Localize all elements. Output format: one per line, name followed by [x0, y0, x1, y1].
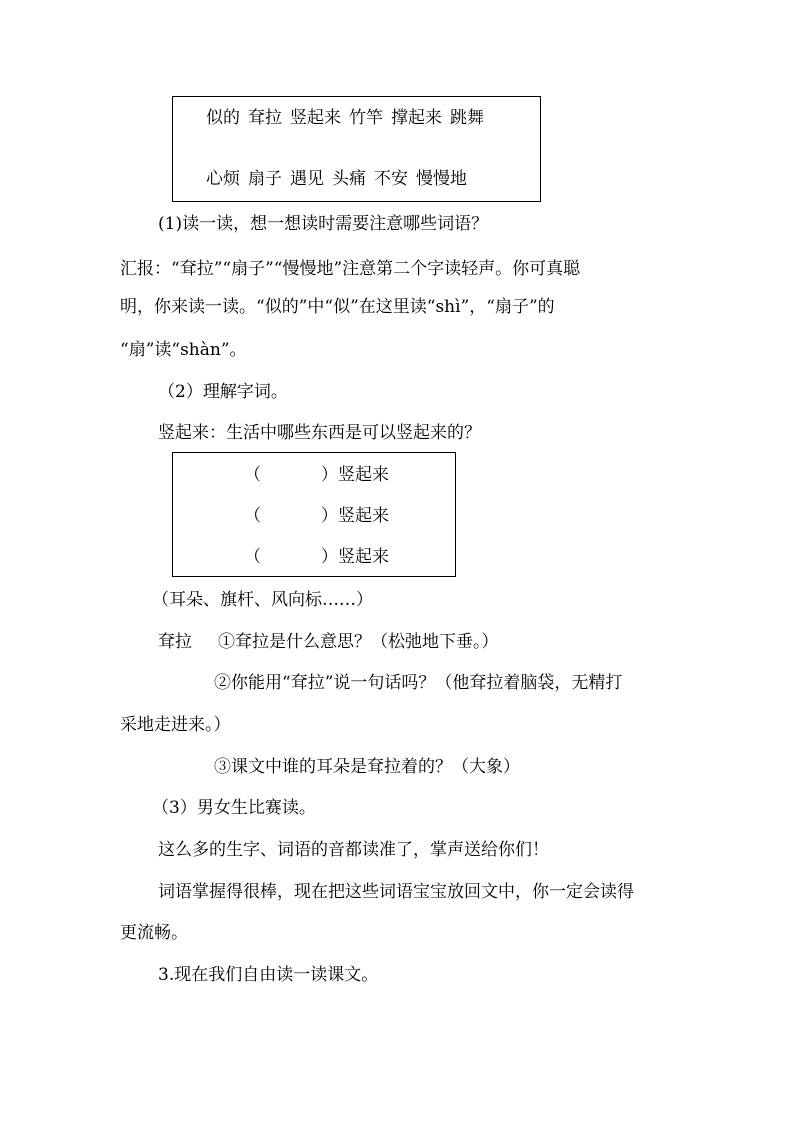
dala-term: 耷拉 — [158, 632, 192, 652]
dala-question-2-line-2: 采地走进来。） — [120, 715, 231, 735]
close-paren-label: ）竖起来 — [321, 506, 389, 526]
step-3-compete: （3）男女生比赛读。 — [152, 798, 316, 818]
report-line-3: “扇”读“shàn”。 — [120, 340, 247, 360]
vocab-word: 似的 — [206, 108, 240, 128]
vocab-word: 扇子 — [248, 169, 282, 189]
dala-question-3: ③课文中谁的耳朵是耷拉着的？（大象） — [214, 757, 520, 777]
open-paren: （ — [244, 547, 261, 567]
transition-line-1: 词语掌握得很棒，现在把这些词语宝宝放回文中，你一定会读得 — [158, 882, 634, 902]
vocab-word: 心烦 — [206, 169, 240, 189]
transition-line-2: 更流畅。 — [120, 923, 188, 943]
vocab-word: 竖起来 — [290, 108, 341, 128]
report-line-2: 明，你来读一读。“似的”中“似”在这里读“shì”，“扇子”的 — [120, 297, 555, 317]
step-4-free-read: 3.现在我们自由读一读课文。 — [158, 965, 379, 985]
open-paren: （ — [244, 506, 261, 526]
step-2-understand: （2）理解字词。 — [158, 382, 288, 402]
vocab-word: 撑起来 — [391, 108, 442, 128]
shuqilai-question: 竖起来：生活中哪些东西是可以竖起来的？ — [158, 423, 481, 443]
dala-question-2-line-1: ②你能用“耷拉”说一句话吗？（他耷拉着脑袋，无精打 — [214, 673, 623, 693]
fill-row-1 — [244, 464, 389, 486]
vocab-row-2 — [206, 168, 467, 190]
examples-note: （耳朵、旗杆、风向标……） — [152, 590, 373, 610]
fill-row-2 — [244, 505, 389, 527]
dala-question-1: ①耷拉是什么意思？（松弛地下垂。） — [218, 632, 499, 652]
vocab-row-1 — [206, 107, 484, 129]
vocab-word: 不安 — [374, 169, 408, 189]
vocab-word: 头痛 — [332, 169, 366, 189]
close-paren-label: ）竖起来 — [321, 465, 389, 485]
vocab-word: 竹竿 — [349, 108, 383, 128]
step-1-read: (1)读一读，想一想读时需要注意哪些词语？ — [158, 214, 489, 234]
vocab-word: 耷拉 — [248, 108, 282, 128]
report-line-1: 汇报：“耷拉”“扇子”“慢慢地”注意第二个字读轻声。你可真聪 — [120, 259, 581, 279]
vocab-word: 遇见 — [290, 169, 324, 189]
open-paren: （ — [244, 465, 261, 485]
vocab-word: 跳舞 — [450, 108, 484, 128]
fill-row-3 — [244, 546, 389, 568]
vocab-word: 慢慢地 — [416, 169, 467, 189]
close-paren-label: ）竖起来 — [321, 547, 389, 567]
praise-line: 这么多的生字、词语的音都读准了，掌声送给你们！ — [158, 840, 549, 860]
